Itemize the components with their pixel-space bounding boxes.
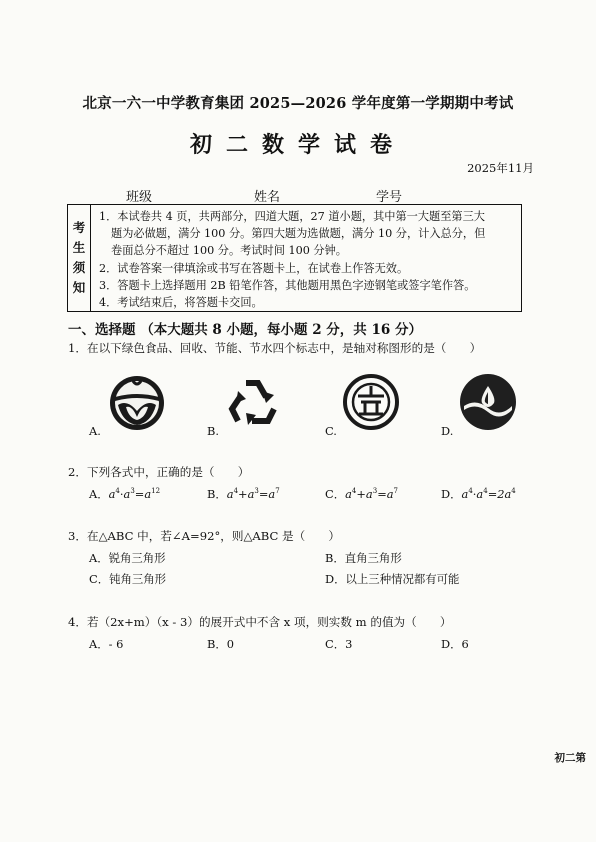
question-2-option-d: D．$a^4\cdot a^4=2a^4$: [441, 487, 516, 501]
notice-line: 2．试卷答案一律填涂或书写在答题卡上，在试卷上作答无效。: [99, 261, 409, 275]
school-title: 北京一六一中学教育集团 2025—2026 学年度第一学期期中考试: [82, 95, 514, 112]
notice-side-label: 考 生 须 知: [68, 205, 91, 311]
class-field: [126, 186, 242, 205]
section-heading: 一、选择题 （本大题共 8 小题，每小题 2 分，共 16 分）: [68, 322, 422, 338]
exam-date: 2025年11月: [467, 161, 534, 175]
question-1-option-c: C.: [325, 424, 337, 438]
question-3-option-a: A．锐角三角形: [89, 551, 166, 565]
notice-line: 1．本试卷共 4 页，共两部分，四道大题，27 道小题，其中第一大题至第三大: [99, 210, 485, 223]
question-4-option-b: B．0: [207, 637, 235, 651]
question-4-option-d: D．6: [441, 637, 469, 651]
class-label: 班级: [126, 190, 153, 205]
notice-line: 4．考试结束后，将答题卡交回。: [99, 296, 263, 310]
student-id-label: 学号: [376, 190, 403, 205]
question-2-option-b: B．$a^4+a^3=a^7$: [207, 487, 280, 501]
exam-notice-box: [67, 204, 522, 312]
student-id-field: [376, 186, 494, 205]
green-food-logo-icon: [107, 373, 167, 433]
question-3-stem: 3．在△ABC 中，若∠A=92°，则△ABC 是（ ）: [68, 529, 341, 543]
question-3-option-b: B．直角三角形: [325, 551, 402, 565]
question-2-option-c: C．$a^4+a^3=a^7$: [325, 487, 398, 501]
notice-line: 题为必做题，满分 100 分。第四大题为选做题，满分 10 分，计入总分，但: [111, 227, 486, 241]
question-2-stem: 2．下列各式中，正确的是（ ）: [68, 465, 250, 479]
student-id-blank: [402, 191, 494, 205]
notice-line: 3．答题卡上选择题用 2B 铅笔作答，其他题用黑色字迹钢笔或签字笔作答。: [99, 278, 476, 292]
name-label: 姓名: [254, 190, 281, 205]
page-footer: 初二第: [554, 752, 586, 764]
notice-line: 卷面总分不超过 100 分。考试时间 100 分钟。: [111, 244, 347, 258]
notice-text: [91, 205, 491, 311]
question-3-option-d: D．以上三种情况都有可能: [325, 572, 460, 586]
class-blank: [152, 191, 242, 205]
question-1-stem: 1．在以下绿色食品、回收、节能、节水四个标志中，是轴对称图形的是（ ）: [68, 341, 482, 355]
question-1-option-b: B.: [207, 424, 219, 438]
name-blank: [280, 191, 370, 205]
name-field: [254, 186, 370, 205]
energy-saving-logo-icon: [341, 372, 401, 432]
water-saving-logo-icon: [458, 372, 518, 432]
question-1-option-a: A.: [89, 424, 101, 438]
question-4-option-c: C．3: [325, 637, 353, 651]
question-4-stem: 4．若（2x+m）（x - 3）的展开式中不含 x 项，则实数 m 的值为（ ）: [68, 615, 452, 629]
question-2-option-a: A．$a^4\cdot a^3=a^{12}$: [89, 487, 161, 501]
question-4-option-a: A．- 6: [89, 637, 124, 651]
question-3-option-c: C．钝角三角形: [89, 572, 167, 586]
recycle-logo-icon: [224, 375, 284, 431]
question-1-option-d: D.: [441, 424, 454, 438]
exam-title: 初二数学试卷: [189, 132, 406, 158]
